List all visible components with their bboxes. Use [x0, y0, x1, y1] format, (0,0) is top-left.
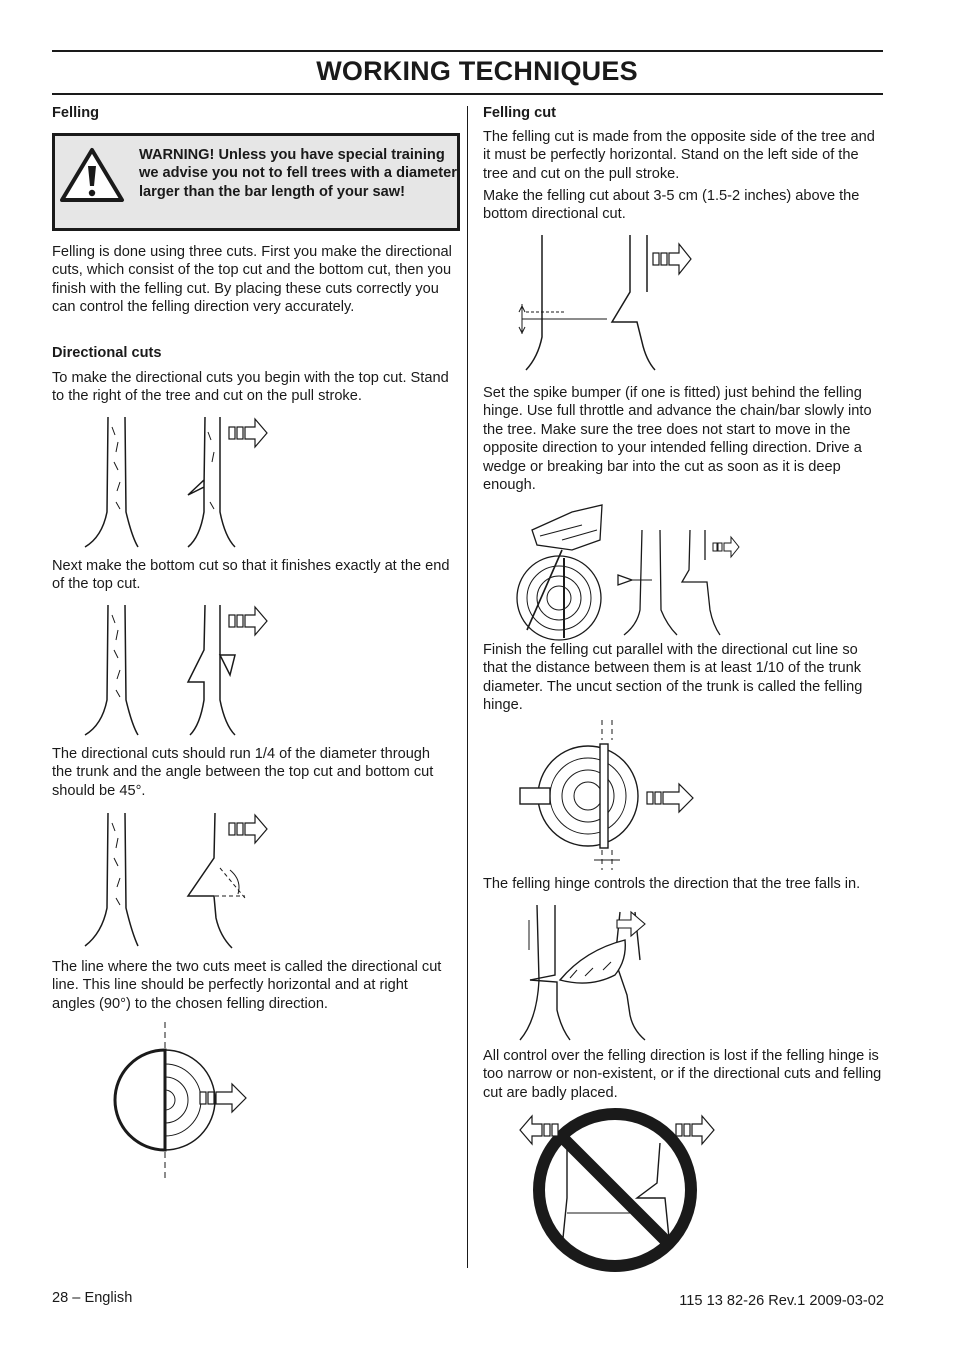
top-cut-illustration [80, 412, 280, 557]
control-lost-paragraph: All control over the felling direction is lost if the felling hinge is too narrow or non-existent, or if the directional cuts and felling cut are badly placed. [483, 1048, 882, 1101]
direction-arrow-icon [199, 1082, 247, 1119]
wedge-icon [618, 575, 632, 585]
hinge-direction-illustration [515, 900, 665, 1050]
warning-text: WARNING! Unless you have special training we advise you not to fell trees with a diameter larger than the bar length of your saw! [139, 147, 457, 200]
page-title: WORKING TECHNIQUES [316, 56, 638, 86]
bottom-cut-illustration [80, 600, 280, 745]
opposite-side-paragraph: The felling cut is made from the opposite side of the tree and it must be perfectly horizontal. Stand on the left side of the tree and cut on the pull stroke. [483, 129, 875, 182]
hinge-controls-paragraph: The felling hinge controls the direction that the tree falls in. [483, 876, 861, 892]
hinge-top-view-illustration [518, 720, 718, 875]
direction-arrow-icon [646, 782, 694, 819]
direction-arrow-icon [615, 910, 647, 943]
direction-arrow-icon [712, 535, 740, 564]
quarter-diameter-paragraph: The directional cuts should run 1/4 of the diameter through the trunk and the angle between the top cut and bottom cut should be 45°. [52, 746, 434, 799]
warning-triangle-icon [59, 146, 125, 207]
felling-heading: Felling [52, 105, 100, 121]
direction-arrow-icon [228, 605, 268, 642]
column-divider [467, 106, 468, 1268]
above-cut-paragraph: Make the felling cut about 3-5 cm (1.5-2 inches) above the bottom directional cut. [483, 188, 860, 223]
direction-arrow-icon [675, 1114, 715, 1151]
bad-felling-illustration [515, 1108, 715, 1273]
warning-box [52, 133, 460, 231]
chainsaw-felling-illustration [512, 500, 752, 645]
document-reference: 115 13 82-26 Rev.1 2009-03-02 [679, 1293, 884, 1309]
hinge-paragraph: Finish the felling cut parallel with the directional cut line so that the distance between them is at least 1/10 of the trunk diameter. The uncut section of the trunk is called the felling hinge. [483, 642, 863, 714]
prohibited-icon [539, 1114, 691, 1266]
felling-cut-heading: Felling cut [483, 105, 556, 121]
directional-cuts-heading: Directional cuts [52, 345, 162, 361]
bottom-cut-paragraph: Next make the bottom cut so that it finishes exactly at the end of the top cut. [52, 558, 450, 593]
header-rule-bottom [52, 93, 883, 95]
direction-arrow-icon [228, 813, 268, 850]
felling-cut-height-illustration [512, 232, 712, 382]
direction-arrow-icon [652, 242, 692, 281]
direction-arrow-icon [228, 417, 268, 454]
trunk-top-view-illustration [85, 1022, 255, 1187]
intro-paragraph: Felling is done using three cuts. First you make the directional cuts, which consist of the top cut and the bottom cut, then you finish with the felling cut. By placing these cuts correctly you can control the felling direction very accurately. [52, 244, 452, 316]
page-number: 28 – English [52, 1290, 133, 1306]
spike-bumper-paragraph: Set the spike bumper (if one is fitted) just behind the felling hinge. Use full throttle and advance the chain/bar slowly into the tree. Make sure the tree does not start to move in the opposite direction to your intended felling direction. Drive a wedge or breaking bar into the cut as soon as it is deep enough. [483, 385, 872, 494]
cut-line-paragraph: The line where the two cuts meet is called the directional cut line. This line should be perfectly horizontal and at right angles (90°) to the chosen felling direction. [52, 959, 442, 1012]
top-cut-paragraph: To make the directional cuts you begin with the top cut. Stand to the right of the tree and cut on the pull stroke. [52, 370, 449, 405]
header-rule-top [52, 50, 883, 52]
direction-arrow-icon [519, 1114, 559, 1151]
angle-illustration [80, 808, 280, 958]
